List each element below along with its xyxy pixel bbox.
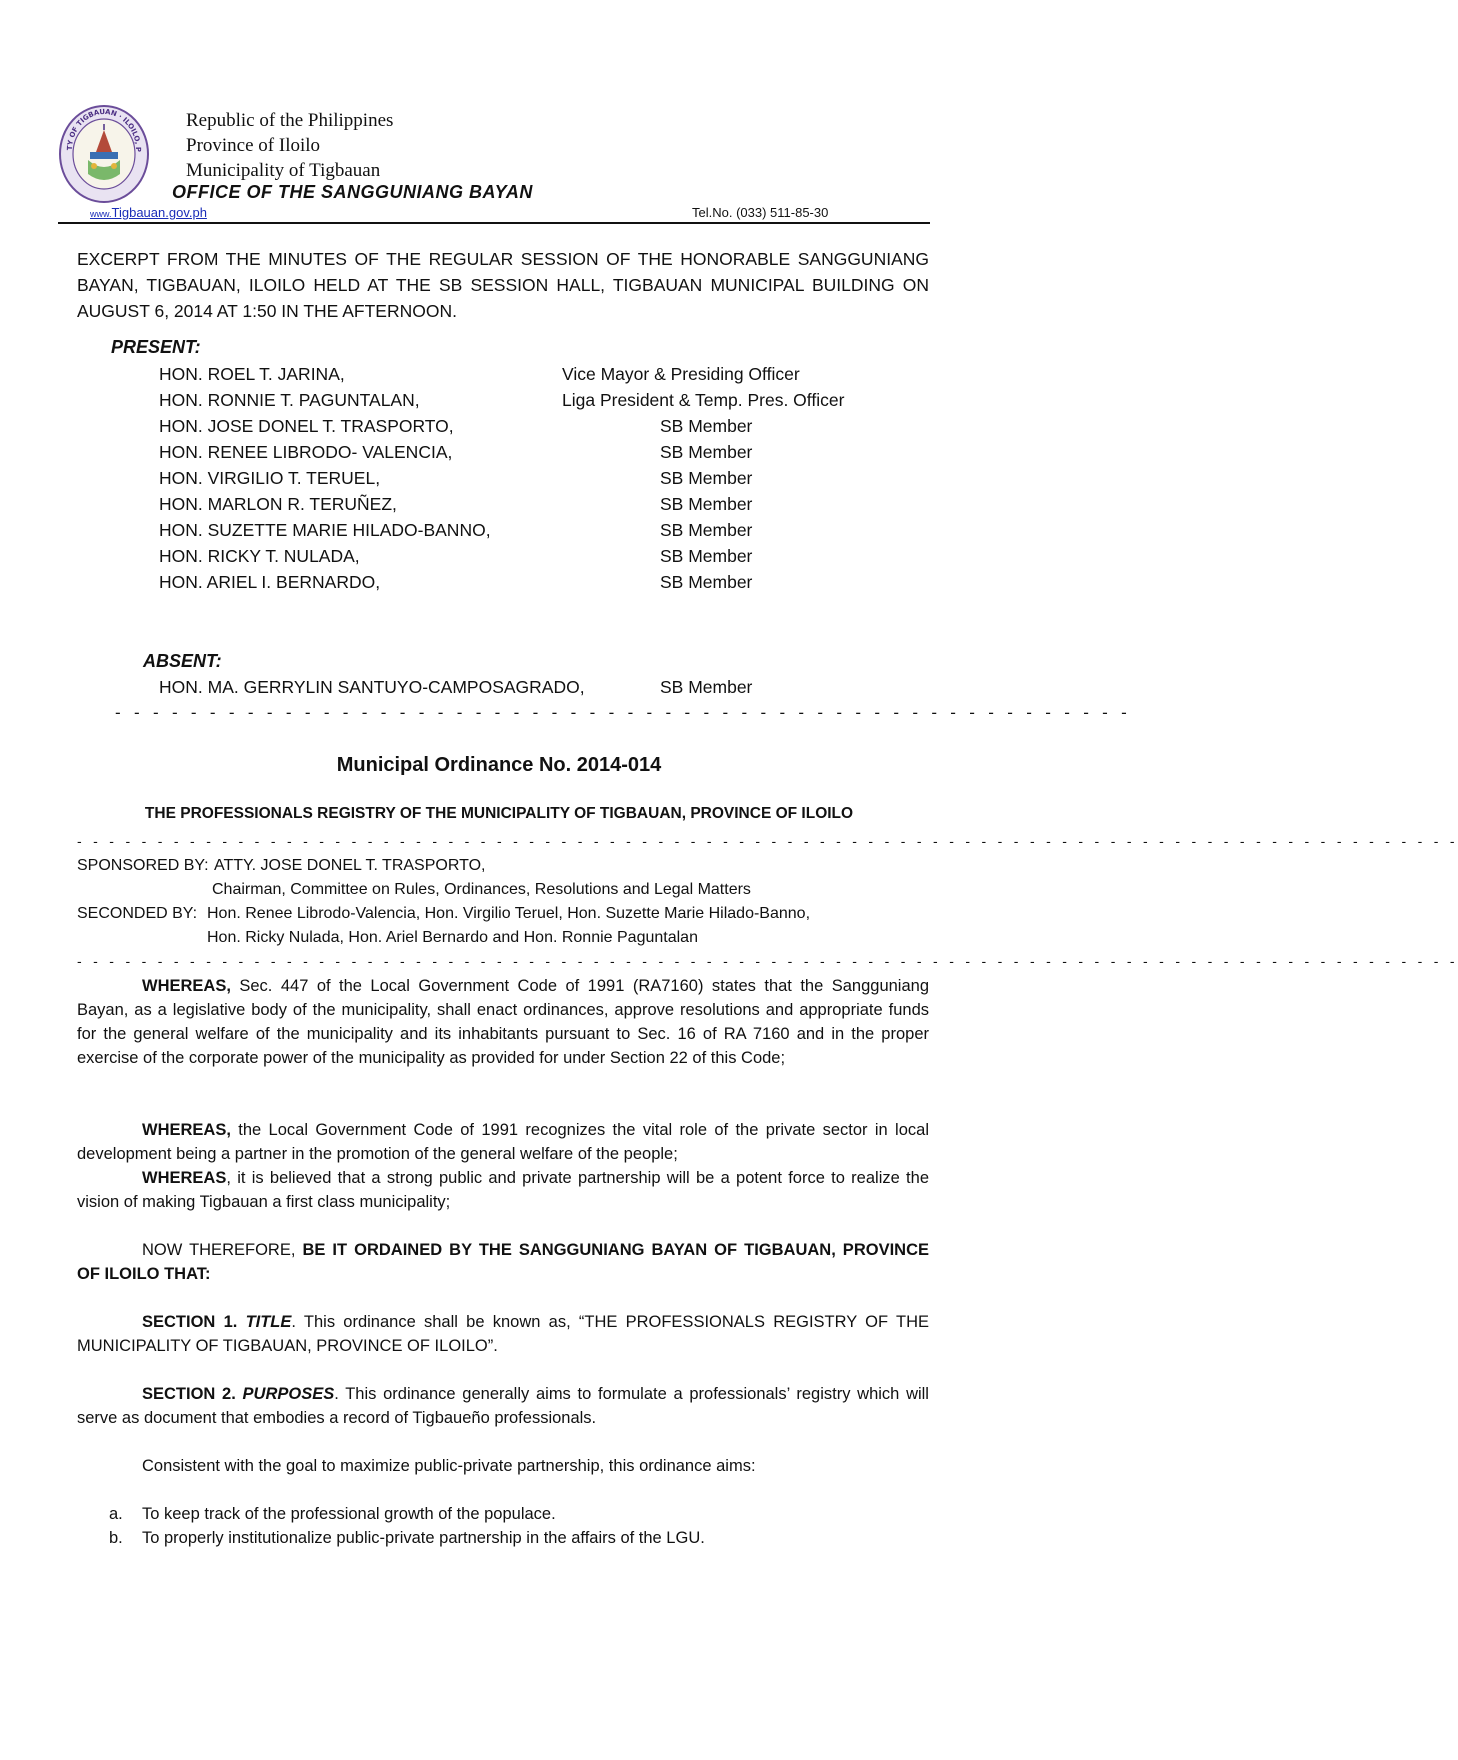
- dashed-divider: - - - - - - - - - - - - - - - - - - - - - - - - - - - - - - - - - - - - - - - - - - - - - - - - - - - - - - - - - - - - - - - - - - - - - - - - - - - - - - - - - - - - - -: [77, 833, 1458, 849]
- present-member-name: HON. VIRGILIO T. TERUEL,: [159, 468, 381, 488]
- present-member-name: HON. ARIEL I. BERNARDO,: [159, 572, 381, 592]
- header-republic: Republic of the Philippines: [186, 110, 394, 131]
- whereas-lead: WHEREAS,: [142, 1121, 231, 1139]
- present-member-role: SB Member: [660, 442, 753, 462]
- seconded-line: Hon. Ricky Nulada, Hon. Ariel Bernardo and Hon. Ronnie Paguntalan: [207, 929, 698, 946]
- ordaining-clause: [77, 1238, 929, 1286]
- section-2-text: . This ordinance generally aims to formulate a professionals’ registry which will serve as document that embodies a record of Tigbaueño professionals.: [77, 1385, 929, 1427]
- ordinance-subtitle: THE PROFESSIONALS REGISTRY OF THE MUNICIPALITY OF TIGBAUAN, PROVINCE OF ILOILO: [144, 805, 854, 822]
- website-link[interactable]: [90, 205, 207, 220]
- section-1-title: TITLE: [245, 1313, 292, 1331]
- whereas-clause: [77, 1166, 929, 1214]
- present-member-name: HON. RENEE LIBRODO- VALENCIA,: [159, 442, 453, 462]
- section-1-text: . This ordinance shall be known as, “THE PROFESSIONALS REGISTRY OF THE MUNICIPALITY OF TIGBAUAN, PROVINCE OF ILOILO”.: [77, 1313, 930, 1355]
- present-member-name: HON. SUZETTE MARIE HILADO-BANNO,: [159, 520, 491, 540]
- present-member-name: HON. ROEL T. JARINA,: [159, 364, 345, 384]
- whereas-clause: [77, 974, 929, 1070]
- section-2-title: PURPOSES: [242, 1385, 335, 1403]
- present-member-role: SB Member: [660, 546, 753, 566]
- website-domain: Tigbauan.gov.ph: [111, 205, 207, 220]
- section-separator: - - - - - - - - - - - - - - - - - - - - - - - - - - - - - - - - - - - - - - - - - - - - - - - - - - - - - -: [115, 703, 1132, 722]
- list-marker: a.: [109, 1505, 123, 1523]
- ordinance-title: Municipal Ordinance No. 2014-014: [336, 754, 662, 776]
- office-title: OFFICE OF THE SANGGUNIANG BAYAN: [172, 182, 533, 202]
- excerpt-paragraph: EXCERPT FROM THE MINUTES OF THE REGULAR SESSION OF THE HONORABLE SANGGUNIANG BAYAN, TIGBAUAN, ILOILO HELD AT THE SB SESSION HALL, TIGBAUAN MUNICIPAL BUILDING ON AUGUST 6, 2014 AT 1:50 IN THE AFTERNOON.: [77, 249, 929, 321]
- present-heading: PRESENT:: [111, 337, 201, 357]
- present-member-name: HON. RICKY T. NULADA,: [159, 546, 360, 566]
- present-member-role: Liga President & Temp. Pres. Officer: [562, 390, 845, 410]
- present-member-role: SB Member: [660, 494, 753, 514]
- sponsored-label: SPONSORED BY:: [77, 857, 209, 874]
- website-prefix: www.: [90, 209, 112, 219]
- whereas-text: Sec. 447 of the Local Government Code of 1991 (RA7160) states that the Sangguniang Bayan, as a legislative body of the municipality, shall enact ordinances, approve resolutions and appropriate funds for the general welfare of the municipality and its inhabitants pursuant to Sec. 16 of RA 7160 and in the proper exercise of the corporate power of the municipality as provided for under Section 22 of this Code;: [77, 977, 929, 1067]
- whereas-clause: [77, 1118, 929, 1166]
- seconded-line: Hon. Renee Librodo-Valencia, Hon. Virgilio Teruel, Hon. Suzette Marie Hilado-Banno,: [207, 905, 811, 922]
- section-2-lead: SECTION 2.: [142, 1385, 243, 1403]
- present-member-name: HON. MARLON R. TERUÑEZ,: [159, 494, 397, 514]
- absent-member-name: HON. MA. GERRYLIN SANTUYO-CAMPOSAGRADO,: [159, 677, 585, 697]
- consistent-text: Consistent with the goal to maximize public-private partnership, this ordinance aims:: [142, 1457, 756, 1475]
- sponsored-name: ATTY. JOSE DONEL T. TRASPORTO,: [214, 857, 486, 874]
- dashed-divider: - - - - - - - - - - - - - - - - - - - - - - - - - - - - - - - - - - - - - - - - - - - - - - - - - - - - - - - - - - - - - - - - - - - - - - - - - - - - - - - - - - - - - -: [77, 953, 1458, 969]
- seal-top-text: TY OF TIGBAUAN · ILOILO, P: [65, 107, 143, 153]
- ordaining-text: BE IT ORDAINED BY THE SANGGUNIANG BAYAN OF TIGBAUAN, PROVINCE OF ILOILO THAT:: [77, 1241, 929, 1283]
- present-member-role: SB Member: [660, 416, 753, 436]
- municipal-seal: [58, 100, 150, 204]
- ordaining-lead: NOW THEREFORE,: [142, 1241, 303, 1259]
- present-member-role: SB Member: [660, 520, 753, 540]
- list-marker: b.: [109, 1529, 123, 1547]
- consistent-paragraph: [77, 1454, 929, 1478]
- present-member-name: HON. RONNIE T. PAGUNTALAN,: [159, 390, 420, 410]
- present-member-name: HON. JOSE DONEL T. TRASPORTO,: [159, 416, 454, 436]
- list-item: To properly institutionalize public-private partnership in the affairs of the LGU.: [142, 1529, 705, 1547]
- section-2: [77, 1382, 929, 1430]
- section-1: [77, 1310, 929, 1358]
- present-member-role: SB Member: [660, 572, 753, 592]
- list-item: To keep track of the professional growth of the populace.: [142, 1505, 556, 1523]
- present-member-role: SB Member: [660, 468, 753, 488]
- whereas-text: , it is believed that a strong public and private partnership will be a potent force to realize the vision of making Tigbauan a first class municipality;: [77, 1169, 929, 1211]
- seconded-label: SECONDED BY:: [77, 905, 198, 922]
- header-province: Province of Iloilo: [186, 135, 321, 156]
- whereas-lead: WHEREAS: [142, 1169, 227, 1187]
- present-member-role: Vice Mayor & Presiding Officer: [562, 364, 800, 384]
- sponsored-title: Chairman, Committee on Rules, Ordinances, Resolutions and Legal Matters: [212, 881, 751, 898]
- whereas-lead: WHEREAS,: [142, 977, 231, 995]
- telephone-number: Tel.No. (033) 511-85-30: [692, 205, 829, 220]
- section-1-lead: SECTION 1.: [142, 1313, 246, 1331]
- whereas-text: the Local Government Code of 1991 recognizes the vital role of the private sector in local development being a partner in the promotion of the general welfare of the people;: [77, 1121, 929, 1163]
- absent-member-role: SB Member: [660, 677, 753, 697]
- header-rule: [58, 222, 930, 224]
- header-municipality: Municipality of Tigbauan: [186, 160, 381, 181]
- absent-heading: ABSENT:: [143, 651, 222, 671]
